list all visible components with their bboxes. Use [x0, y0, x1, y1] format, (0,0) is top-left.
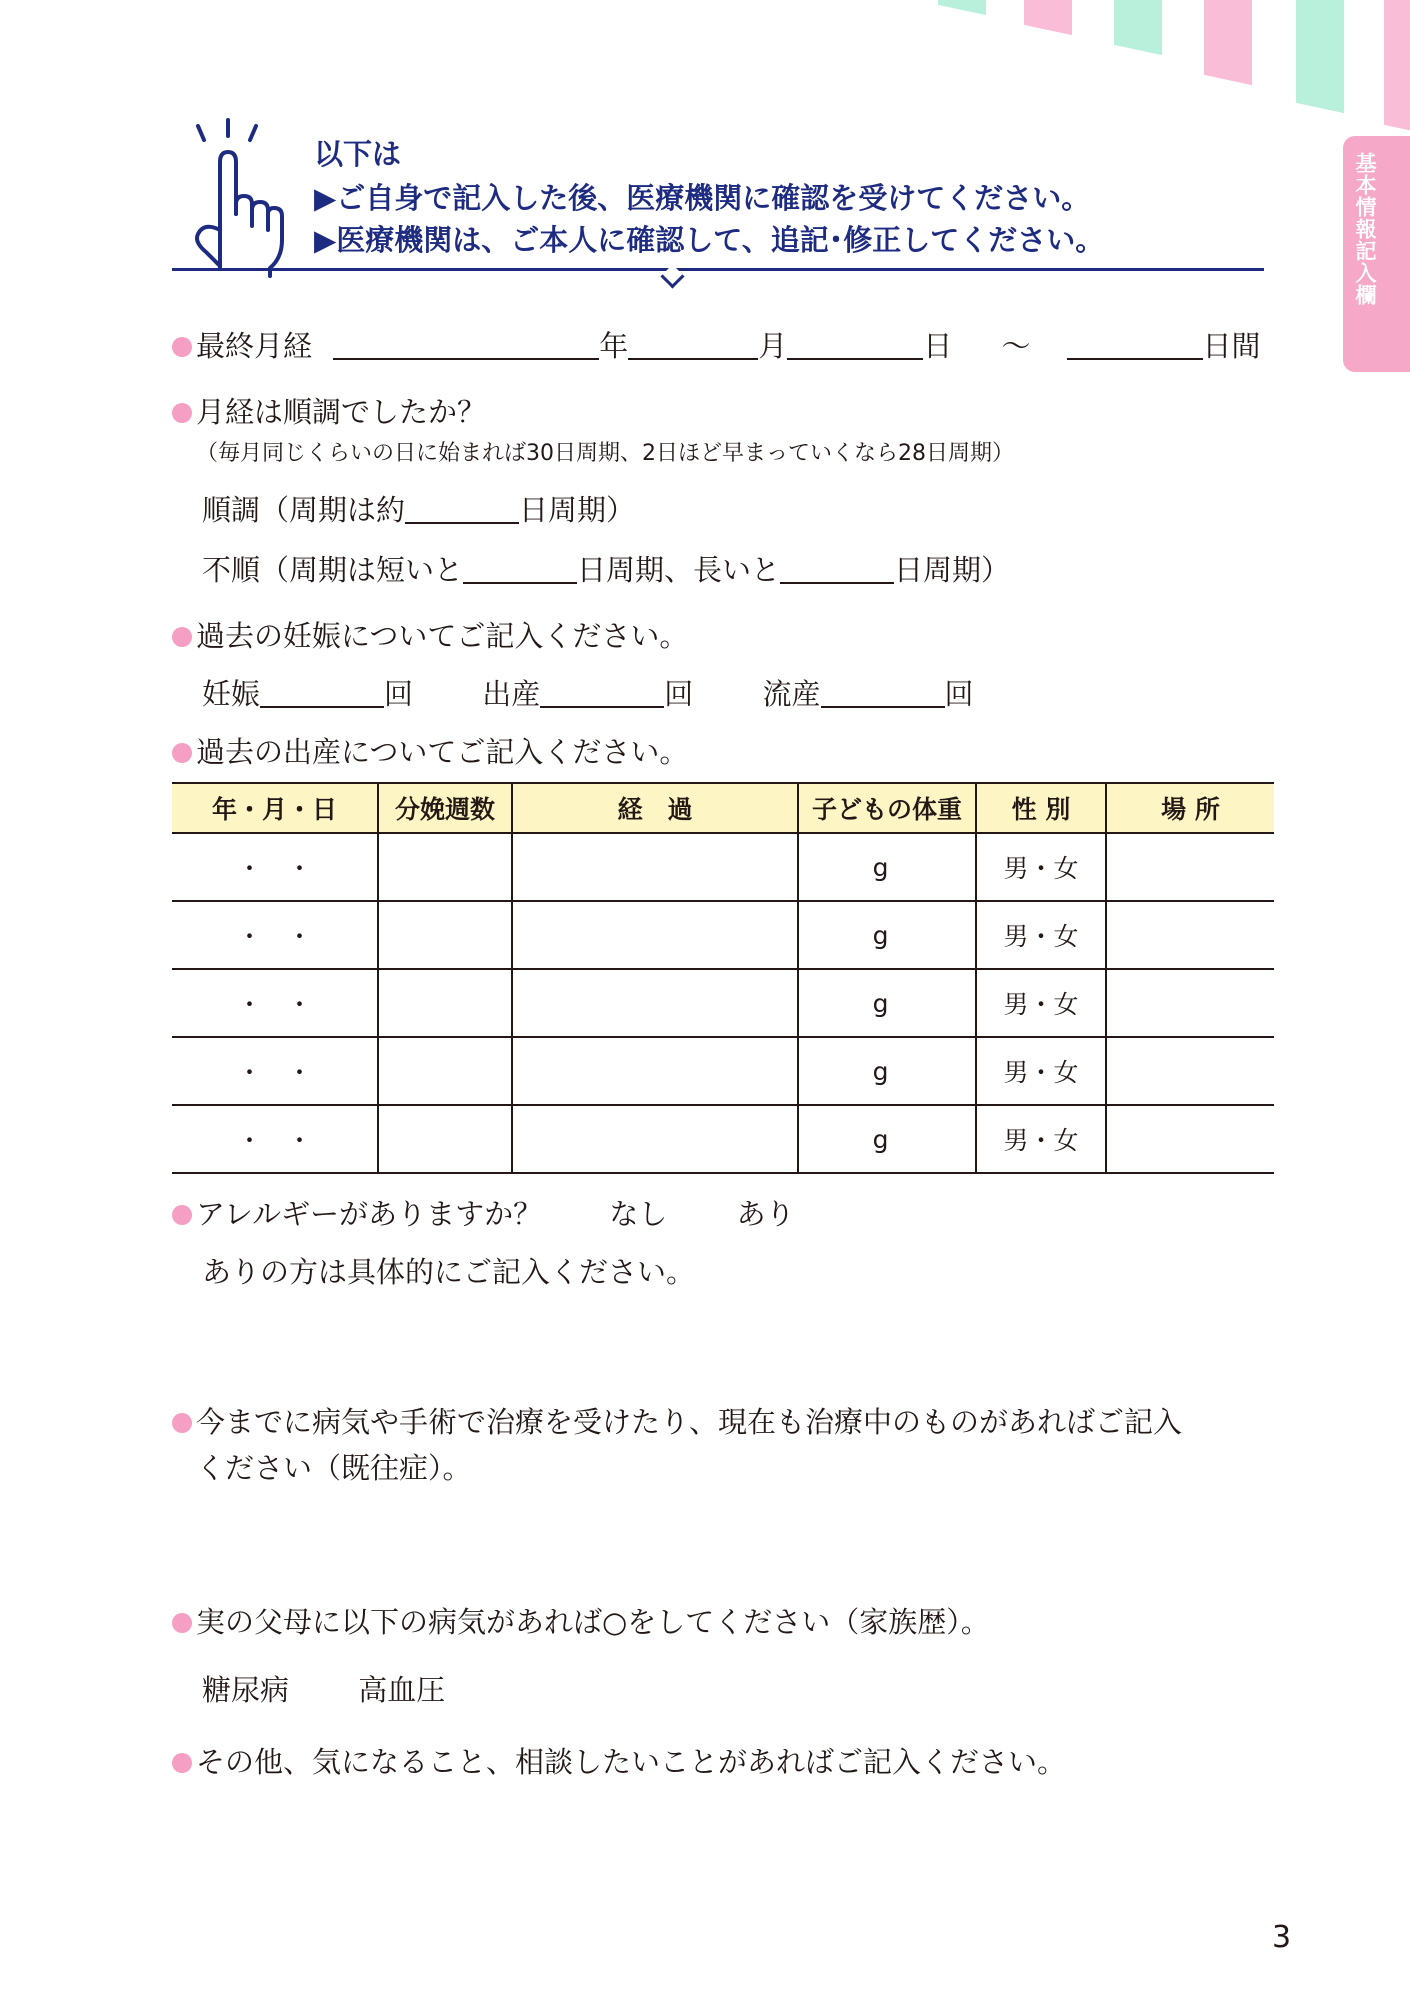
- cycle-question: [172, 390, 486, 431]
- hypertension-option[interactable]: 高血圧: [358, 1673, 446, 1707]
- cycle-regular-prefix: 順調（周期は約: [202, 493, 406, 527]
- family-question-text: 実の父母に以下の病気があれば○をしてください（家族歴）。: [196, 1605, 990, 1639]
- header-place: 場 所: [1106, 783, 1274, 833]
- weight-cell[interactable]: g: [798, 833, 976, 901]
- side-tab-label: 基本情報記入欄: [1353, 152, 1377, 306]
- miscarriage-unit: 回: [944, 677, 974, 711]
- course-cell[interactable]: [512, 833, 798, 901]
- sex-cell[interactable]: 男・女: [976, 969, 1106, 1037]
- births-question-text: 過去の出産についてご記入ください。: [196, 735, 689, 769]
- table-header-row: [172, 783, 1274, 833]
- cycle-regular-row: [202, 488, 635, 529]
- allergy-detail: ありの方は具体的にご記入ください。: [202, 1255, 696, 1289]
- lmp-year-unit: 年: [599, 329, 629, 363]
- lmp-day-field[interactable]: [787, 332, 923, 360]
- pregnancy-count-row: [202, 672, 974, 713]
- history-line-2: ください（既往症）。: [196, 1451, 472, 1485]
- place-cell[interactable]: [1106, 1037, 1274, 1105]
- place-cell[interactable]: [1106, 901, 1274, 969]
- cycle-regular-field[interactable]: [405, 496, 519, 524]
- header-date: 年・月・日: [172, 783, 378, 833]
- births-question: [172, 730, 688, 771]
- lmp-duration-field[interactable]: [1067, 332, 1203, 360]
- course-cell[interactable]: [512, 901, 798, 969]
- history-question: [172, 1400, 1182, 1441]
- sex-cell[interactable]: 男・女: [976, 1037, 1106, 1105]
- history-line-1: 今までに病気や手術で治療を受けたり、現在も治療中のものがあればご記入: [196, 1405, 1183, 1439]
- notice-line-2: ▶医療機関は、ご本人に確認して、追記･修正してください。: [314, 223, 1105, 257]
- lmp-label: 最終月経: [196, 329, 313, 363]
- course-cell[interactable]: [512, 1105, 798, 1173]
- pregnancy-question: [172, 614, 688, 655]
- bullet: [172, 1413, 192, 1433]
- header-weeks: 分娩週数: [378, 783, 512, 833]
- place-cell[interactable]: [1106, 833, 1274, 901]
- other-question: [172, 1740, 1066, 1781]
- bullet: [172, 1205, 192, 1225]
- allergy-no-option[interactable]: なし: [609, 1197, 668, 1231]
- cycle-irregular-suffix: 日周期）: [894, 553, 1011, 587]
- place-cell[interactable]: [1106, 969, 1274, 1037]
- page-number: 3: [1272, 1920, 1292, 1955]
- lmp-row: [172, 324, 1261, 365]
- place-cell[interactable]: [1106, 1105, 1274, 1173]
- table-row: [172, 1105, 1274, 1173]
- family-question: [172, 1600, 990, 1641]
- allergy-question: [172, 1192, 795, 1233]
- date-cell[interactable]: ・ ・: [172, 901, 378, 969]
- pregnancy-label: 妊娠: [202, 677, 261, 711]
- bullet: [172, 627, 192, 647]
- weight-cell[interactable]: g: [798, 901, 976, 969]
- cycle-question-text: 月経は順調でしたか？: [196, 395, 487, 429]
- table-row: [172, 833, 1274, 901]
- header-course: 経 過: [512, 783, 798, 833]
- course-cell[interactable]: [512, 1037, 798, 1105]
- cycle-long-field[interactable]: [780, 556, 894, 584]
- notice-divider: [172, 268, 1264, 271]
- weeks-cell[interactable]: [378, 1105, 512, 1173]
- pregnancy-unit: 回: [384, 677, 414, 711]
- date-cell[interactable]: ・ ・: [172, 833, 378, 901]
- cycle-irregular-row: [202, 548, 1010, 589]
- cycle-note: （毎月同じくらいの日に始まれば30日周期、2日ほど早まっていくなら28日周期）: [196, 441, 1014, 466]
- cycle-irregular-mid: 日周期、長いと: [577, 553, 781, 587]
- notice-line-1: ▶ご自身で記入した後、医療機関に確認を受けてください。: [314, 181, 1091, 215]
- bullet: [172, 403, 192, 423]
- weeks-cell[interactable]: [378, 901, 512, 969]
- lmp-month-field[interactable]: [628, 332, 758, 360]
- cycle-regular-suffix: 日周期）: [519, 493, 636, 527]
- sex-cell[interactable]: 男・女: [976, 901, 1106, 969]
- header-sex: 性 別: [976, 783, 1106, 833]
- sex-cell[interactable]: 男・女: [976, 833, 1106, 901]
- birth-history-table: [172, 782, 1274, 1174]
- header-weight: 子どもの体重: [798, 783, 976, 833]
- cycle-irregular-prefix: 不順（周期は短いと: [202, 553, 464, 587]
- table-row: [172, 1037, 1274, 1105]
- miscarriage-count-field[interactable]: [821, 680, 945, 708]
- other-question-text: その他、気になること、相談したいことがあればご記入ください。: [196, 1745, 1067, 1779]
- bullet: [172, 743, 192, 763]
- family-options: [202, 1668, 445, 1709]
- bullet: [172, 1613, 192, 1633]
- weight-cell[interactable]: g: [798, 1105, 976, 1173]
- date-cell[interactable]: ・ ・: [172, 969, 378, 1037]
- cycle-short-field[interactable]: [463, 556, 577, 584]
- weeks-cell[interactable]: [378, 969, 512, 1037]
- weight-cell[interactable]: g: [798, 1037, 976, 1105]
- weeks-cell[interactable]: [378, 833, 512, 901]
- sex-cell[interactable]: 男・女: [976, 1105, 1106, 1173]
- notice-title: 以下は: [314, 137, 402, 171]
- weight-cell[interactable]: g: [798, 969, 976, 1037]
- lmp-year-field[interactable]: [333, 332, 599, 360]
- pregnancy-question-text: 過去の妊娠についてご記入ください。: [196, 619, 689, 653]
- lmp-tilde: ～: [1001, 329, 1031, 363]
- table-row: [172, 969, 1274, 1037]
- table-row: [172, 901, 1274, 969]
- pointing-hand-icon: [190, 118, 290, 278]
- pregnancy-count-field[interactable]: [260, 680, 384, 708]
- birth-count-field[interactable]: [540, 680, 664, 708]
- date-cell[interactable]: ・ ・: [172, 1105, 378, 1173]
- birth-label: 出産: [482, 677, 541, 711]
- weeks-cell[interactable]: [378, 1037, 512, 1105]
- bullet: [172, 1753, 192, 1773]
- lmp-month-unit: 月: [758, 329, 788, 363]
- bullet: [172, 337, 192, 357]
- lmp-days-unit: 日間: [1202, 329, 1261, 363]
- date-cell[interactable]: ・ ・: [172, 1037, 378, 1105]
- diabetes-option[interactable]: 糖尿病: [202, 1673, 290, 1707]
- miscarriage-label: 流産: [762, 677, 821, 711]
- allergy-yes-option[interactable]: あり: [736, 1197, 795, 1231]
- allergy-question-text: アレルギーがありますか？: [196, 1197, 543, 1231]
- course-cell[interactable]: [512, 969, 798, 1037]
- birth-unit: 回: [664, 677, 694, 711]
- lmp-day-unit: 日: [923, 329, 953, 363]
